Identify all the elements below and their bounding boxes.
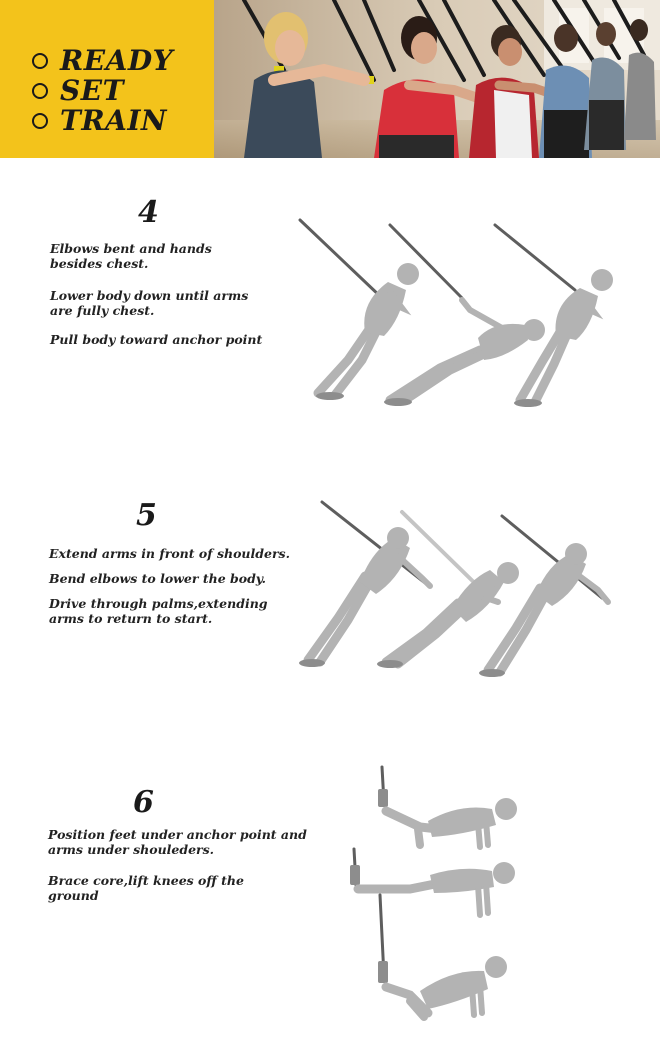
banner-training-photo [214,0,660,158]
slogan-line-ready [32,46,173,76]
step-5 [0,498,660,698]
step-instruction: Drive through palms,extending arms to return to start. [49,596,268,626]
step-instruction: Lower body down until arms are fully chest. [50,288,249,318]
row-exercise-illustration [290,210,640,410]
step-instruction: Elbows bent and hands besides chest. [50,241,212,271]
slogan-train: TRAIN [60,104,168,137]
slogan-line-train [32,106,173,136]
step-number: 6 [133,785,154,820]
circle-bullet-icon [32,53,48,69]
step-6 [0,785,660,1030]
circle-bullet-icon [32,83,48,99]
slogan-ready: READY [60,44,174,77]
step-instruction: Brace core,lift knees off the ground [48,873,244,903]
crawl-exercise-illustration [340,765,540,1033]
slogan [32,46,173,136]
slogan-set: SET [60,74,124,107]
step-instruction: Position feet under anchor point and arms under shouleders. [48,827,307,857]
chest-press-illustration [290,498,640,688]
step-number: 4 [138,195,159,230]
header-banner [0,0,660,158]
step-4 [0,195,660,425]
slogan-line-set [32,76,173,106]
step-instruction: Extend arms in front of shoulders. [49,546,290,561]
step-number: 5 [136,498,157,533]
step-instruction: Pull body toward anchor point [50,332,263,347]
circle-bullet-icon [32,113,48,129]
step-instruction: Bend elbows to lower the body. [49,571,266,586]
